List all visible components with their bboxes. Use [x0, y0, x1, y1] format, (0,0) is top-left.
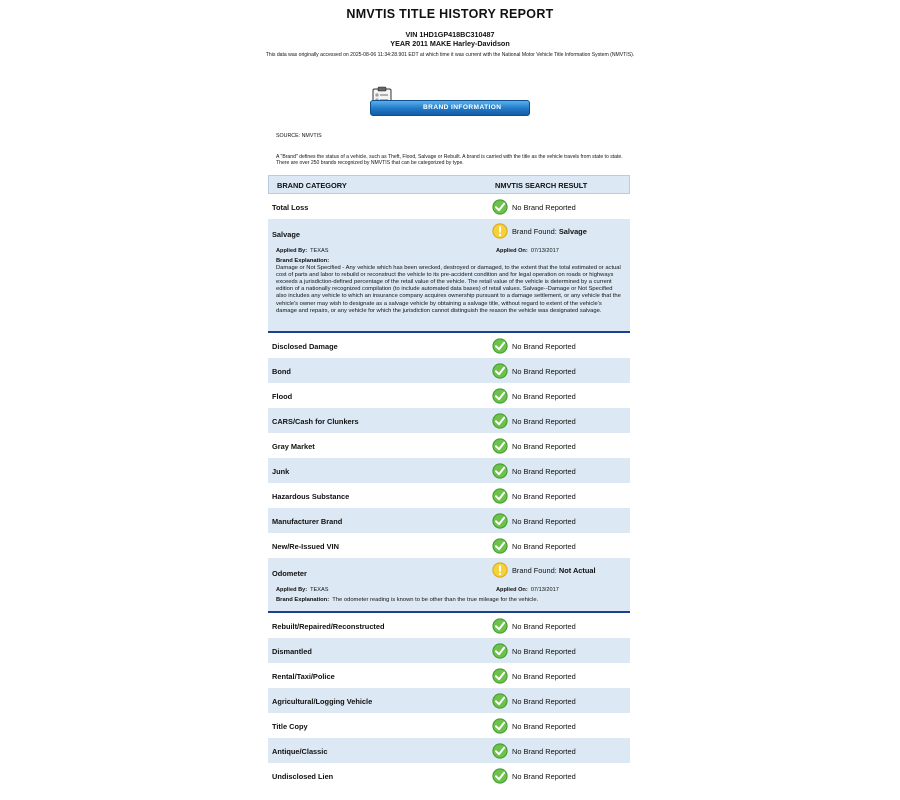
result-text: No Brand Reported [512, 517, 576, 526]
brand-category: Undisclosed Lien [272, 772, 334, 781]
checkmark-icon [492, 693, 508, 709]
brand-row [268, 458, 630, 483]
checkmark-icon [492, 513, 508, 529]
table-body [268, 194, 630, 788]
checkmark-icon [492, 438, 508, 454]
brand-category: Disclosed Damage [272, 342, 338, 351]
brand-table [268, 175, 630, 788]
result-text: No Brand Reported [512, 342, 576, 351]
brand-row [268, 333, 630, 358]
checkmark-icon [492, 718, 508, 734]
alert-icon [492, 562, 508, 578]
result-text: No Brand Reported [512, 367, 576, 376]
brand-category: Dismantled [272, 647, 312, 656]
result-text: No Brand Reported [512, 672, 576, 681]
table-header [268, 175, 630, 194]
brand-row [268, 713, 630, 738]
applied-by-value: TEXAS [310, 248, 329, 254]
result-text: No Brand Reported [512, 392, 576, 401]
explanation-label: Brand Explanation: [276, 597, 330, 603]
brand-category: Title Copy [272, 722, 308, 731]
brand-row [268, 408, 630, 433]
explanation-text: The odometer reading is known to be other than the true mileage for the vehicle. [332, 597, 539, 603]
result-text: No Brand Reported [512, 697, 576, 706]
checkmark-icon [492, 338, 508, 354]
brand-category: Manufacturer Brand [272, 517, 343, 526]
result-text: No Brand Reported [512, 647, 576, 656]
brand-category: Rental/Taxi/Police [272, 672, 335, 681]
brand-row [268, 558, 630, 613]
result-text [512, 566, 596, 575]
checkmark-icon [492, 743, 508, 759]
result-text [512, 227, 587, 236]
brand-row [268, 533, 630, 558]
brand-category: Total Loss [272, 203, 309, 212]
header-brand-category: BRAND CATEGORY [277, 181, 347, 190]
brand-category: Odometer [272, 569, 307, 578]
result-text: No Brand Reported [512, 772, 576, 781]
brand-category: Agricultural/Logging Vehicle [272, 697, 373, 706]
applied-by-value: TEXAS [310, 587, 329, 593]
report-title: NMVTIS TITLE HISTORY REPORT [346, 7, 554, 21]
brand-explanation [276, 597, 624, 604]
brand-category: Bond [272, 367, 291, 376]
result-text: No Brand Reported [512, 467, 576, 476]
checkmark-icon [492, 643, 508, 659]
explanation-text: Damage or Not Specified - Any vehicle which has been wrecked, destroyed or damaged, to the extent that the total estimated or actual cost of parts and labor to rebuild or reconstruct the vehicle to its pre-accident condition and for legal operation on roads or highways exceeds a jurisdiction-defined percentage of the retail value of the vehicle. The retail value of the vehicle is determined by a current edition of a nationally recognized compilation (to include automated data bases) of retail values. Salvage--Damage or Not Specified also includes any vehicle to which an insurance company acquires ownership pursuant to a damage settlement, or any vehicle that the vehicle's owner may wish to designate as a salvage vehicle by obtaining a salvage title, without regard to extent of the vehicle's damage and repairs, or any vehicle for which the jurisdiction cannot distinguish the reason the vehicle was designated salvage. [276, 265, 621, 314]
year-make-line: YEAR 2011 MAKE Harley-Davidson [390, 39, 510, 48]
header-search-result: NMVTIS SEARCH RESULT [495, 181, 588, 190]
brand-row [268, 358, 630, 383]
brand-category: Salvage [272, 230, 300, 239]
brand-row [268, 663, 630, 688]
checkmark-icon [492, 538, 508, 554]
checkmark-icon [492, 668, 508, 684]
checkmark-icon [492, 413, 508, 429]
checkmark-icon [492, 768, 508, 784]
brand-row [268, 383, 630, 408]
explanation-label: Brand Explanation: [276, 258, 330, 264]
brand-category: New/Re-Issued VIN [272, 542, 339, 551]
result-text: No Brand Reported [512, 722, 576, 731]
result-text: No Brand Reported [512, 747, 576, 756]
brand-row [268, 613, 630, 638]
banner-label: BRAND INFORMATION [423, 104, 502, 111]
found-prefix: Brand Found: [512, 566, 557, 575]
found-brand: Not Actual [558, 566, 596, 575]
brand-category: Gray Market [272, 442, 315, 451]
checkmark-icon [492, 463, 508, 479]
access-note: This data was originally accessed on 2025-08-06 11:34:28.901 EDT at which time it was current with the National Motor Vehicle Title Information System (NMVTIS). [265, 52, 635, 58]
checkmark-icon [492, 388, 508, 404]
applied-by [276, 587, 328, 593]
found-prefix: Brand Found: [512, 227, 557, 236]
found-brand: Salvage [558, 227, 587, 236]
brand-row [268, 433, 630, 458]
brand-row [268, 508, 630, 533]
brand-row [268, 688, 630, 713]
checkmark-icon [492, 618, 508, 634]
applied-on [496, 248, 559, 254]
brand-information-banner [366, 86, 532, 121]
checkmark-icon [492, 488, 508, 504]
brand-category: Junk [272, 467, 290, 476]
checkmark-icon [492, 199, 508, 215]
source-label: SOURCE: NMVTIS [276, 133, 322, 139]
applied-on-value: 07/13/2017 [530, 587, 559, 593]
result-text: No Brand Reported [512, 203, 576, 212]
banner-bar [370, 100, 530, 116]
brand-row [268, 638, 630, 663]
result-text: No Brand Reported [512, 442, 576, 451]
applied-by-label: Applied By: [276, 587, 308, 593]
result-text: No Brand Reported [512, 492, 576, 501]
result-text: No Brand Reported [512, 542, 576, 551]
applied-by-label: Applied By: [276, 248, 308, 254]
applied-on-label: Applied On: [496, 248, 528, 254]
brand-row [268, 483, 630, 508]
brand-row [268, 763, 630, 788]
brand-category: Antique/Classic [272, 747, 328, 756]
applied-by [276, 248, 328, 254]
checkmark-icon [492, 363, 508, 379]
result-text: No Brand Reported [512, 622, 576, 631]
applied-on-label: Applied On: [496, 587, 528, 593]
applied-on-value: 07/13/2017 [530, 248, 559, 254]
brand-row [268, 738, 630, 763]
brand-row [268, 219, 630, 333]
alert-icon [492, 223, 508, 239]
brand-explanation [276, 258, 624, 315]
result-text: No Brand Reported [512, 417, 576, 426]
brand-category: CARS/Cash for Clunkers [272, 417, 359, 426]
brand-category: Rebuilt/Repaired/Reconstructed [272, 622, 385, 631]
vin-line: VIN 1HD1GP418BC310487 [405, 30, 495, 39]
brand-definition: A "Brand" defines the status of a vehicle, such as Theft, Flood, Salvage or Rebuilt. A brand is carried with the title as the vehicle travels from state to state. There are over 250 brands recognized by NMVTIS that can be categorized by type. [276, 154, 623, 167]
applied-on [496, 587, 559, 593]
vehicle-header [0, 30, 900, 48]
brand-category: Hazardous Substance [272, 492, 350, 501]
brand-row [268, 194, 630, 219]
brand-category: Flood [272, 392, 293, 401]
